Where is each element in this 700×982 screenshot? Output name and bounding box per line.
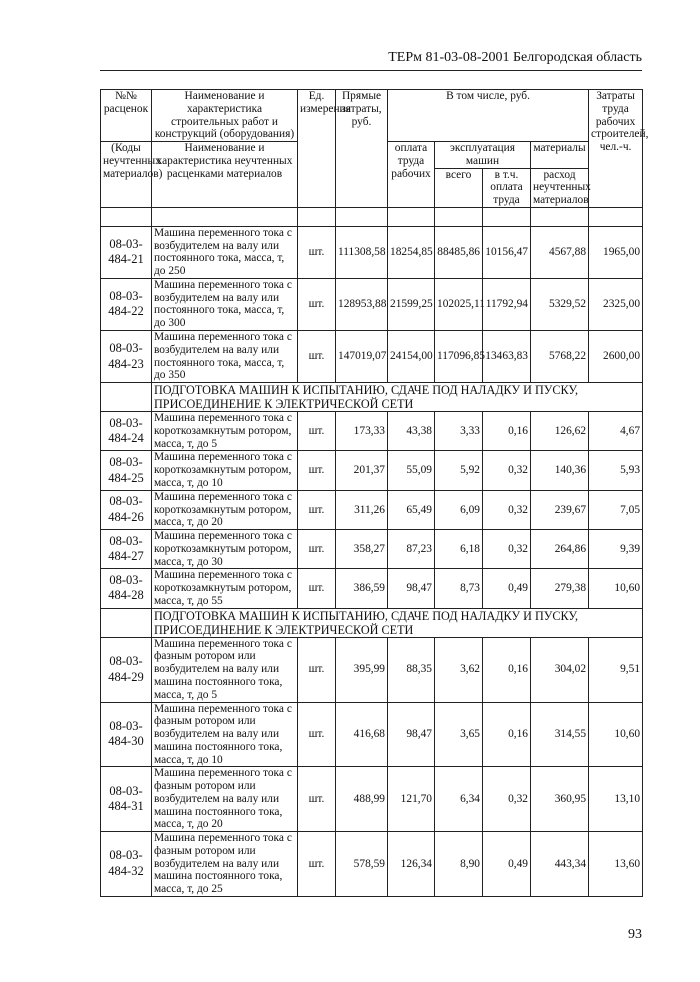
col-labor-header: Затраты труда рабочих строителей, чел.-ч.: [589, 90, 643, 208]
unit-cell: шт.: [298, 767, 336, 832]
page-number: 93: [628, 927, 642, 942]
materials-cell: 279,38: [531, 569, 589, 608]
machine-labor-cell: 0,32: [483, 451, 531, 490]
unit-cell: шт.: [298, 278, 336, 330]
machine-labor-cell: 0,32: [483, 490, 531, 529]
direct-cost-cell: 173,33: [336, 412, 388, 451]
section-title: ПОДГОТОВКА МАШИН К ИСПЫТАНИЮ, СДАЧЕ ПОД НАЛАДКУ И ПУСКУ, ПРИСОЕДИНЕНИЕ К ЭЛЕКТРИЧЕСКОЙ СЕТИ: [152, 608, 643, 637]
col-code-header: №№ расценок: [101, 90, 152, 142]
machine-total-cell: 3,62: [435, 637, 483, 702]
machine-labor-cell: 10156,47: [483, 226, 531, 278]
work-name-cell: Машина переменного тока с фазным ротором или возбудителем на валу или машина постоянного тока, масса, т, до 10: [152, 702, 298, 767]
table-row: [101, 412, 643, 451]
rate-code-cell: 08-03-484-32: [101, 832, 152, 897]
unit-cell: шт.: [298, 331, 336, 383]
labor-hours-cell: 5,93: [589, 451, 643, 490]
rate-code-cell: 08-03-484-22: [101, 278, 152, 330]
document-title: ТЕРм 81-03-08-2001 Белгородская область: [388, 50, 642, 65]
labor-hours-cell: 2600,00: [589, 331, 643, 383]
machine-labor-cell: 0,16: [483, 702, 531, 767]
rates-table: [100, 89, 649, 897]
labor-pay-cell: 126,34: [388, 832, 435, 897]
rate-code-cell: 08-03-484-26: [101, 490, 152, 529]
machine-total-cell: 8,90: [435, 832, 483, 897]
materials-cell: 360,95: [531, 767, 589, 832]
materials-cell: 5329,52: [531, 278, 589, 330]
work-name-cell: Машина переменного тока с фазным ротором или возбудителем на валу или машина постоянного тока, масса, т, до 5: [152, 637, 298, 702]
machine-total-cell: 3,65: [435, 702, 483, 767]
spacer-row: [101, 207, 643, 226]
col-name-header: Наименование и характеристика строительных работ и конструкций (оборудования): [152, 90, 298, 142]
table-row: [101, 832, 643, 897]
direct-cost-cell: 578,59: [336, 832, 388, 897]
machine-total-cell: 6,34: [435, 767, 483, 832]
labor-pay-cell: 55,09: [388, 451, 435, 490]
work-name-cell: Машина переменного тока с возбудителем на валу или постоянного тока, масса, т, до 350: [152, 331, 298, 383]
machine-labor-cell: 0,16: [483, 412, 531, 451]
table-row: [101, 767, 643, 832]
machine-total-cell: 5,92: [435, 451, 483, 490]
unit-cell: шт.: [298, 637, 336, 702]
section-header-row: [101, 608, 643, 637]
rate-code-cell: 08-03-484-21: [101, 226, 152, 278]
direct-cost-cell: 311,26: [336, 490, 388, 529]
rate-code-cell: 08-03-484-30: [101, 702, 152, 767]
work-name-cell: Машина переменного тока с возбудителем на валу или постоянного тока, масса, т, до 300: [152, 278, 298, 330]
labor-hours-cell: 10,60: [589, 702, 643, 767]
col-incl-header: В том числе, руб.: [388, 90, 589, 142]
materials-cell: 443,34: [531, 832, 589, 897]
work-name-cell: Машина переменного тока с короткозамкнутым ротором, масса, т, до 5: [152, 412, 298, 451]
col-materials-bottom-header: расход неучтенных материалов: [531, 168, 589, 207]
materials-cell: 239,67: [531, 490, 589, 529]
materials-cell: 5768,22: [531, 331, 589, 383]
work-name-cell: Машина переменного тока с фазным ротором или возбудителем на валу или машина постоянного тока, масса, т, до 20: [152, 767, 298, 832]
work-name-cell: Машина переменного тока с фазным ротором или возбудителем на валу или машина постоянного тока, масса, т, до 25: [152, 832, 298, 897]
direct-cost-cell: 201,37: [336, 451, 388, 490]
labor-pay-cell: 65,49: [388, 490, 435, 529]
col-materials-header: материалы: [531, 142, 589, 169]
labor-hours-cell: 9,51: [589, 637, 643, 702]
materials-cell: 314,55: [531, 702, 589, 767]
unit-cell: шт.: [298, 490, 336, 529]
materials-cell: 140,36: [531, 451, 589, 490]
work-name-cell: Машина переменного тока с короткозамкнутым ротором, масса, т, до 55: [152, 569, 298, 608]
labor-pay-cell: 43,38: [388, 412, 435, 451]
page-header: [100, 50, 642, 71]
section-empty-cell: [101, 608, 152, 637]
labor-pay-cell: 121,70: [388, 767, 435, 832]
col-machine-header: эксплуатация машин: [435, 142, 531, 169]
unit-cell: шт.: [298, 530, 336, 569]
machine-total-cell: 8,73: [435, 569, 483, 608]
machine-labor-cell: 0,16: [483, 637, 531, 702]
direct-cost-cell: 488,99: [336, 767, 388, 832]
work-name-cell: Машина переменного тока с короткозамкнутым ротором, масса, т, до 10: [152, 451, 298, 490]
unit-cell: шт.: [298, 832, 336, 897]
section-header-row: [101, 383, 643, 412]
table-row: [101, 530, 643, 569]
labor-pay-cell: 88,35: [388, 637, 435, 702]
direct-cost-cell: 147019,07: [336, 331, 388, 383]
machine-total-cell: 88485,86: [435, 226, 483, 278]
rate-code-cell: 08-03-484-27: [101, 530, 152, 569]
col-machine-total-header: всего: [435, 168, 483, 207]
table-row: [101, 278, 643, 330]
machine-labor-cell: 0,32: [483, 767, 531, 832]
table-row: [101, 451, 643, 490]
materials-cell: 264,86: [531, 530, 589, 569]
unit-cell: шт.: [298, 702, 336, 767]
labor-pay-cell: 18254,85: [388, 226, 435, 278]
rate-code-cell: 08-03-484-23: [101, 331, 152, 383]
labor-pay-cell: 21599,25: [388, 278, 435, 330]
table-row: [101, 637, 643, 702]
col-unit-header: Ед. измерения: [298, 90, 336, 208]
table-row: [101, 490, 643, 529]
labor-hours-cell: 4,67: [589, 412, 643, 451]
col-name-bottom-header: Наименование и характеристика неучтенных расценками материалов: [152, 142, 298, 208]
labor-hours-cell: 13,10: [589, 767, 643, 832]
table-row: [101, 702, 643, 767]
direct-cost-cell: 358,27: [336, 530, 388, 569]
rate-code-cell: 08-03-484-31: [101, 767, 152, 832]
machine-total-cell: 6,09: [435, 490, 483, 529]
rate-code-cell: 08-03-484-25: [101, 451, 152, 490]
direct-cost-cell: 395,99: [336, 637, 388, 702]
labor-hours-cell: 13,60: [589, 832, 643, 897]
labor-hours-cell: 10,60: [589, 569, 643, 608]
direct-cost-cell: 386,59: [336, 569, 388, 608]
table-row: [101, 226, 643, 278]
machine-labor-cell: 0,49: [483, 569, 531, 608]
labor-pay-cell: 24154,00: [388, 331, 435, 383]
materials-cell: 4567,88: [531, 226, 589, 278]
work-name-cell: Машина переменного тока с возбудителем на валу или постоянного тока, масса, т, до 250: [152, 226, 298, 278]
section-empty-cell: [101, 383, 152, 412]
labor-pay-cell: 98,47: [388, 702, 435, 767]
col-machine-labor-header: в т.ч. оплата труда: [483, 168, 531, 207]
work-name-cell: Машина переменного тока с короткозамкнутым ротором, масса, т, до 30: [152, 530, 298, 569]
labor-hours-cell: 2325,00: [589, 278, 643, 330]
col-code-bottom-header: (Коды неучтенных материалов): [101, 142, 152, 208]
work-name-cell: Машина переменного тока с короткозамкнутым ротором, масса, т, до 20: [152, 490, 298, 529]
machine-labor-cell: 0,49: [483, 832, 531, 897]
rate-code-cell: 08-03-484-28: [101, 569, 152, 608]
machine-labor-cell: 11792,94: [483, 278, 531, 330]
table-row: [101, 569, 643, 608]
machine-total-cell: 3,33: [435, 412, 483, 451]
table-row: [101, 331, 643, 383]
machine-total-cell: 117096,85: [435, 331, 483, 383]
unit-cell: шт.: [298, 569, 336, 608]
unit-cell: шт.: [298, 451, 336, 490]
labor-hours-cell: 9,39: [589, 530, 643, 569]
direct-cost-cell: 111308,58: [336, 226, 388, 278]
rate-code-cell: 08-03-484-29: [101, 637, 152, 702]
direct-cost-cell: 128953,88: [336, 278, 388, 330]
labor-hours-cell: 7,05: [589, 490, 643, 529]
unit-cell: шт.: [298, 412, 336, 451]
machine-total-cell: 102025,11: [435, 278, 483, 330]
machine-total-cell: 6,18: [435, 530, 483, 569]
machine-labor-cell: 0,32: [483, 530, 531, 569]
col-direct-header: Прямые затраты, руб.: [336, 90, 388, 208]
direct-cost-cell: 416,68: [336, 702, 388, 767]
header-row-1: [101, 90, 643, 142]
materials-cell: 126,62: [531, 412, 589, 451]
labor-pay-cell: 98,47: [388, 569, 435, 608]
rate-code-cell: 08-03-484-24: [101, 412, 152, 451]
labor-hours-cell: 1965,00: [589, 226, 643, 278]
section-title: ПОДГОТОВКА МАШИН К ИСПЫТАНИЮ, СДАЧЕ ПОД НАЛАДКУ И ПУСКУ, ПРИСОЕДИНЕНИЕ К ЭЛЕКТРИЧЕСКОЙ СЕТИ: [152, 383, 643, 412]
col-labor-pay-header: оплата труда рабочих: [388, 142, 435, 208]
labor-pay-cell: 87,23: [388, 530, 435, 569]
machine-labor-cell: 13463,83: [483, 331, 531, 383]
materials-cell: 304,02: [531, 637, 589, 702]
unit-cell: шт.: [298, 226, 336, 278]
